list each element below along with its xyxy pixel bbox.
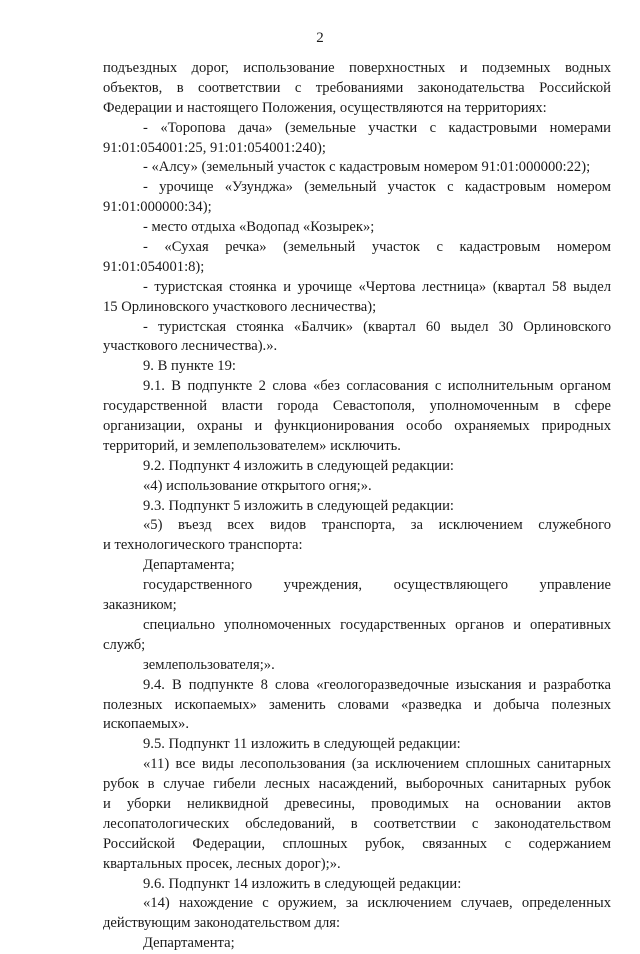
text-line: служб; [103,636,146,653]
text-line: «11) все виды лесопользования (за исключением сплошных санитарных [143,756,611,773]
text-line: - туристская стоянка и урочище «Чертова лестница» (квартал 58 выдел [143,278,611,295]
text-line: «5) въезд всех видов транспорта, за исключением служебного [143,517,611,534]
text-line: и технологического транспорта: [103,537,303,554]
text-line: - «Алсу» (земельный участок с кадастровым номером 91:01:000000:22); [143,159,591,176]
text-line: лесопатологических обследований, в соответствии с законодательством [103,815,611,832]
text-line: Департамента; [143,935,235,952]
text-line: действующим законодательством для: [103,915,341,932]
text-line: 91:01:054001:8); [103,258,205,275]
text-line: 91:01:054001:25, 91:01:054001:240); [103,139,326,156]
text-line: - «Торопова дача» (земельные участки с кадастровыми номерами [143,119,611,136]
page-number: 2 [316,30,324,46]
text-line: организации, охраны и функционирования особо охраняемых природных [103,418,611,435]
text-line: 9.6. Подпункт 14 изложить в следующей редакции: [143,875,462,892]
text-line: территорий, и землепользователем» исключить. [103,437,401,454]
text-line: рубок в случае гибели лесных насаждений, выборочных санитарных рубок [103,776,611,793]
text-line: государственного учреждения, осуществляющего управление [143,577,611,594]
text-line: 9.5. Подпункт 11 изложить в следующей редакции: [143,736,461,753]
text-line: - урочище «Узунджа» (земельный участок с кадастровым номером [143,179,611,196]
text-line: - «Сухая речка» (земельный участок с кадастровым номером [143,239,611,256]
text-line: специально уполномоченных государственных органов и оперативных [143,616,611,633]
text-line: 15 Орлиновского участкового лесничества); [103,298,377,315]
text-line: участкового лесничества).». [103,338,278,355]
text-line: 9. В пункте 19: [143,358,236,375]
text-line: «14) нахождение с оружием, за исключением случаев, определенных [143,895,611,912]
text-line: землепользователя;». [143,656,275,673]
text-line: 9.4. В подпункте 8 слова «геологоразведочные изыскания и разработка [143,676,611,693]
text-line: 9.3. Подпункт 5 изложить в следующей редакции: [143,497,454,514]
text-line: Департамента; [143,557,235,574]
text-line: - туристская стоянка «Балчик» (квартал 60 выдел 30 Орлиновского [143,318,611,335]
text-line: квартальных просек, лесных дорог);». [103,855,341,872]
text-line: - место отдыха «Водопад «Козырек»; [143,219,375,236]
document-body [103,59,611,954]
text-line: объектов, в соответствии с требованиями законодательства Российской [103,79,611,96]
text-line: 91:01:000000:34); [103,199,212,216]
text-line: государственной власти города Севастополя, уполномоченным в сфере [103,398,611,415]
text-line: и уборки неликвидной древесины, проводимых на основании актов [103,795,611,812]
text-line: 9.2. Подпункт 4 изложить в следующей редакции: [143,457,454,474]
text-line: ископаемых». [103,716,189,733]
text-line: Федерации и настоящего Положения, осуществляются на территориях: [103,99,547,116]
text-line: полезных ископаемых» заменить словами «разведка и добыча полезных [103,696,611,713]
text-line: заказником; [103,597,177,614]
text-line: подъездных дорог, использование поверхностных и подземных водных [103,60,611,76]
text-line: «4) использование открытого огня;». [143,477,372,494]
text-line: 9.1. В подпункте 2 слова «без согласования с исполнительным органом [143,378,611,395]
text-line: Российской Федерации, сплошных рубок, связанных с содержанием [103,835,611,852]
